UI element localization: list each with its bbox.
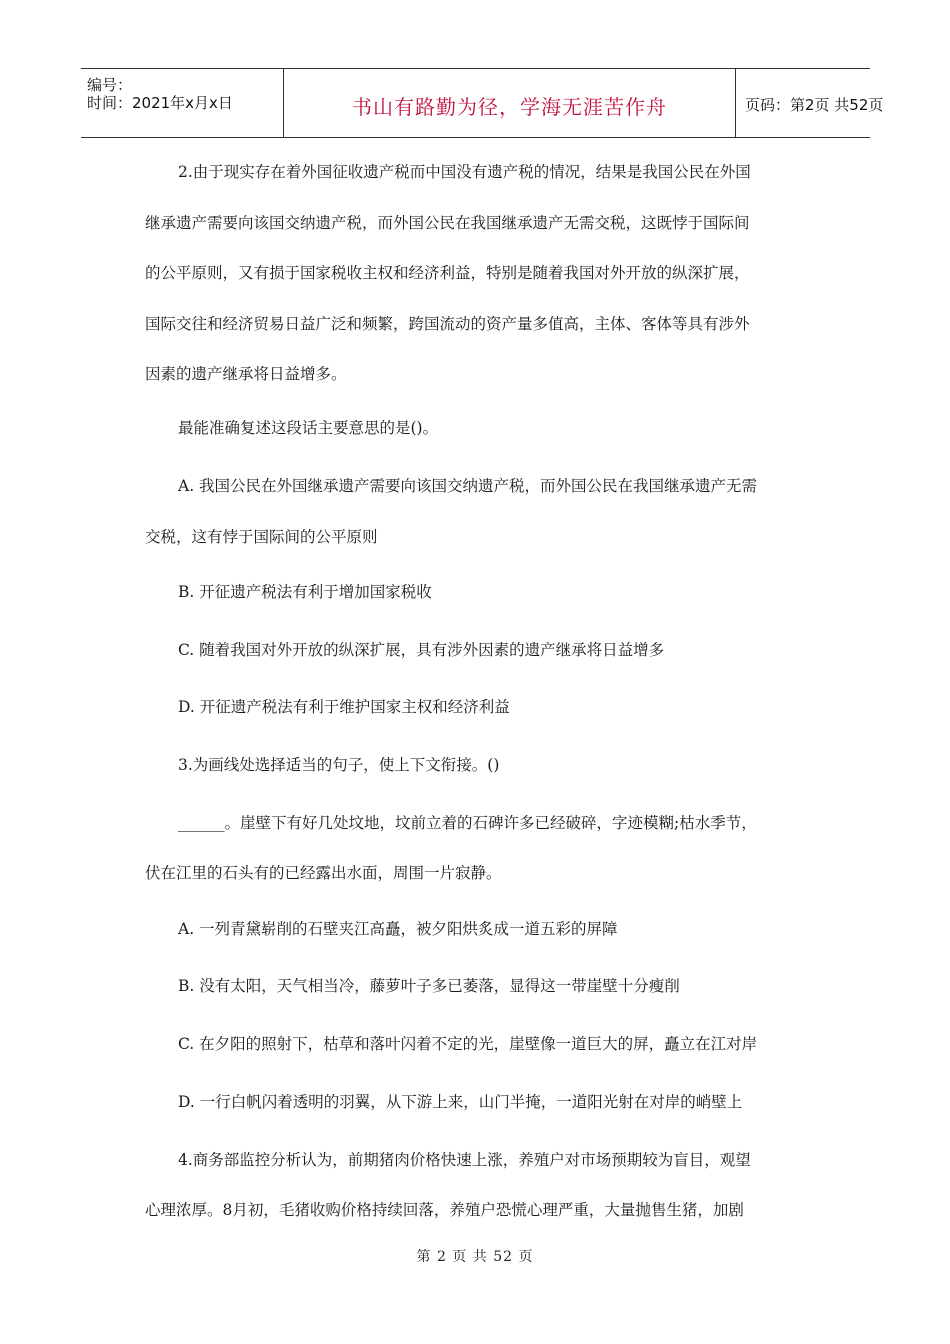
question-2-line-4: 国际交往和经济贸易日益广泛和频繁，跨国流动的资产量多值高，主体、客体等具有涉外 [145,315,750,333]
header-meta-cell [81,69,283,137]
question-4-line-1: 4.商务部监控分析认为，前期猪肉价格快速上涨，养殖户对市场预期较为盲目，观望 [178,1151,751,1169]
question-4-line-2: 心理浓厚。8月初，毛猪收购价格持续回落，养殖户恐慌心理严重，大量抛售生猪，加剧 [145,1201,744,1219]
question-2-option-d: D. 开征遗产税法有利于维护国家主权和经济利益 [178,698,510,716]
question-3-passage-line-2: 伏在江里的石头有的已经露出水面，周围一片寂静。 [145,864,502,882]
question-2-option-a-line-1: A. 我国公民在外国继承遗产需要向该国交纳遗产税，而外国公民在我国继承遗产无需 [178,477,758,495]
question-2-line-3: 的公平原则，又有损于国家税收主权和经济利益，特别是随着我国对外开放的纵深扩展， [145,264,750,282]
doc-number-label: 编号： [87,76,133,94]
header-page-cell [735,69,884,137]
header-page-info: 页码：第2页 共52页 [745,96,884,114]
header-motto-cell [283,69,736,137]
question-2-option-c: C. 随着我国对外开放的纵深扩展，具有涉外因素的遗产继承将日益增多 [178,641,665,659]
header-motto: 书山有路勤为径，学海无涯苦作舟 [352,95,667,119]
question-3-option-c: C. 在夕阳的照射下，枯草和落叶闪着不定的光，崖壁像一道巨大的屏，矗立在江对岸 [178,1035,758,1053]
question-3-passage-line-1: ______。崖壁下有好几处坟地，坟前立着的石碑许多已经破碎，字迹模糊;枯水季节， [178,814,757,832]
question-3-option-b: B. 没有太阳，天气相当冷，藤萝叶子多已萎落，显得这一带崖壁十分瘦削 [178,977,680,995]
doc-time-label: 时间：2021年x月x日 [87,94,233,112]
question-2-line-5: 因素的遗产继承将日益增多。 [145,365,347,383]
page-header [81,68,884,138]
question-2-line-2: 继承遗产需要向该国交纳遗产税，而外国公民在我国继承遗产无需交税，这既悖于国际间 [145,214,750,232]
question-2-option-a-line-2: 交税，这有悖于国际间的公平原则 [145,528,378,546]
question-3-option-d: D. 一行白帆闪着透明的羽翼，从下游上来，山门半掩，一道阳光射在对岸的峭壁上 [178,1093,743,1111]
page-footer: 第 2 页 共 52 页 [416,1249,534,1265]
question-3-prompt: 3.为画线处选择适当的句子，使上下文衔接。() [178,756,500,774]
question-2-prompt: 最能准确复述这段话主要意思的是()。 [178,419,439,437]
question-3-option-a: A. 一列青黛崭削的石壁夹江高矗，被夕阳烘炙成一道五彩的屏障 [178,920,618,938]
question-2-option-b: B. 开征遗产税法有利于增加国家税收 [178,583,432,601]
question-2-line-1: 2.由于现实存在着外国征收遗产税而中国没有遗产税的情况，结果是我国公民在外国 [178,163,751,181]
